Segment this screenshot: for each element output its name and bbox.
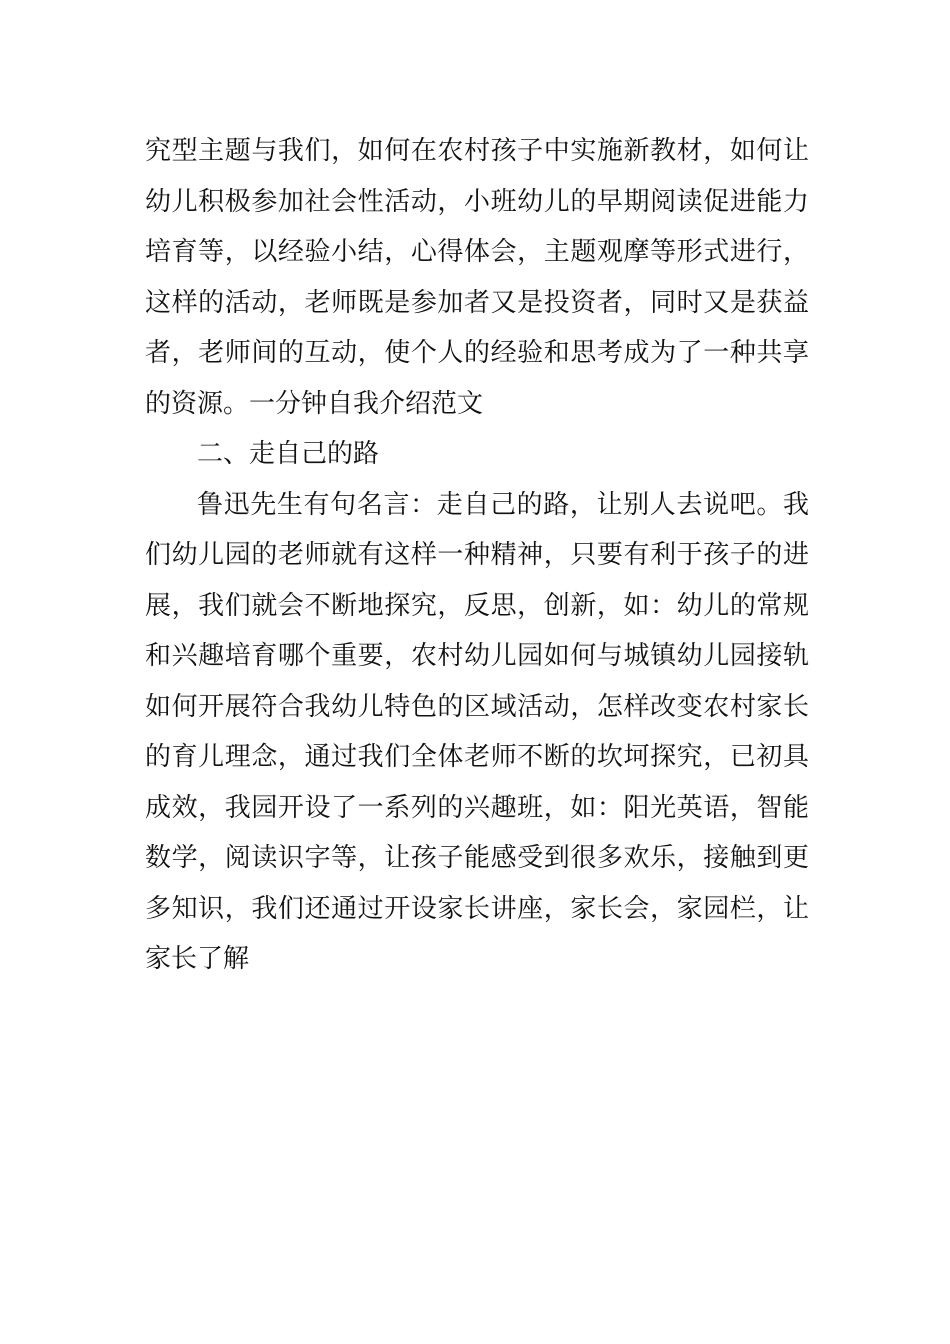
paragraph-line: 这样的活动，老师既是参加者又是投资者，同时又是获益	[145, 287, 809, 318]
paragraph-line: 幼儿积极参加社会性活动，小班幼儿的早期阅读促进能力	[145, 186, 809, 217]
paragraph-line: 展，我们就会不断地探究，反思，创新，如：幼儿的常规	[145, 590, 809, 621]
paragraph-walk-own-road	[145, 480, 809, 985]
paragraph-line: 鲁迅先生有句名言：走自己的路，让别人去说吧。我	[197, 489, 809, 520]
paragraph-line: 和兴趣培育哪个重要，农村幼儿园如何与城镇幼儿园接轨	[145, 641, 809, 671]
paragraph-line: 们幼儿园的老师就有这样一种精神，只要有利于孩子的进	[145, 540, 809, 570]
paragraph-line: 数学，阅读识字等，让孩子能感受到很多欢乐，接触到更	[145, 843, 809, 873]
paragraph-continued	[145, 126, 809, 429]
paragraph-line: 者，老师间的互动，使个人的经验和思考成为了一种共享	[145, 338, 809, 368]
paragraph-line: 家长了解	[145, 944, 250, 974]
paragraph-line: 究型主题与我们，如何在农村孩子中实施新教材，如何让	[145, 136, 809, 166]
section-heading: 二、走自己的路	[197, 439, 380, 469]
paragraph-line: 如何开展符合我幼儿特色的区域活动，怎样改变农村家长	[145, 691, 809, 722]
paragraph-line: 的育儿理念，通过我们全体老师不断的坎坷探究，已初具	[145, 742, 809, 772]
paragraph-line: 多知识，我们还通过开设家长讲座，家长会，家园栏，让	[145, 893, 809, 924]
paragraph-line: 培育等，以经验小结，心得体会，主题观摩等形式进行，	[145, 237, 809, 267]
paragraph-line: 成效，我园开设了一系列的兴趣班，如：阳光英语，智能	[145, 792, 809, 823]
document-body	[145, 126, 809, 985]
paragraph-line: 的资源。一分钟自我介绍范文	[145, 388, 484, 419]
